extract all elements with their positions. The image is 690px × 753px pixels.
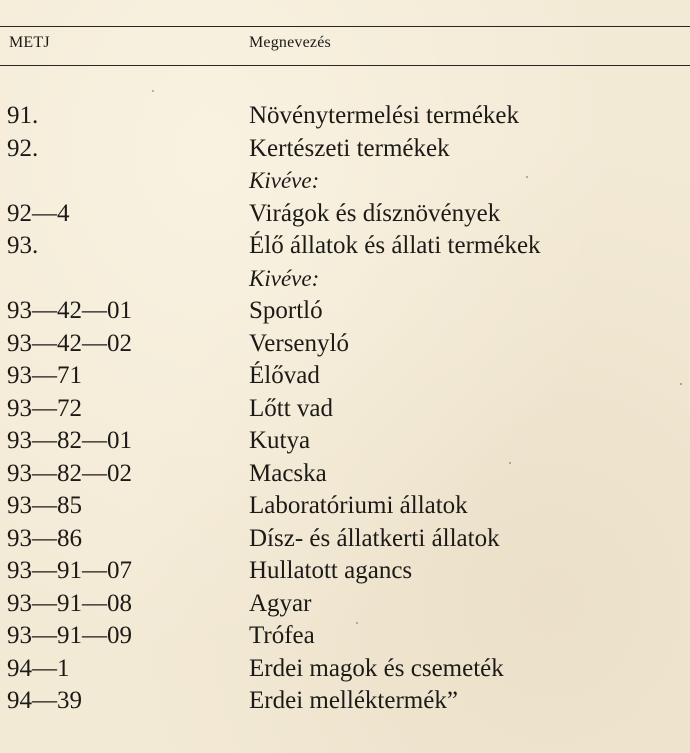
table-row <box>0 393 690 426</box>
table-row <box>0 685 690 718</box>
table-row <box>0 263 690 296</box>
paper-speck <box>152 90 154 92</box>
row-code: 93—86 <box>7 524 82 552</box>
row-name: Trófea <box>249 622 315 649</box>
table-row <box>0 458 690 491</box>
row-code: 93—42—01 <box>7 297 132 324</box>
row-name: Lőtt vad <box>249 394 334 422</box>
table-row <box>0 523 690 556</box>
row-name: Laboratóriumi állatok <box>249 492 468 519</box>
table-row <box>0 588 690 621</box>
row-code: 93—82—02 <box>7 459 132 487</box>
paper-speck <box>526 176 528 178</box>
row-code: 93—82—01 <box>7 427 132 454</box>
row-code: 94—39 <box>7 687 82 714</box>
row-code: 93—91—07 <box>7 557 132 584</box>
row-code: 93. <box>7 232 39 259</box>
header-rule <box>0 65 690 66</box>
paper-speck <box>509 462 511 464</box>
table-row <box>0 490 690 523</box>
top-rule <box>0 26 690 27</box>
row-name: Erdei melléktermék” <box>249 687 458 714</box>
row-note: Kivéve: <box>249 168 320 193</box>
row-name: Kutya <box>249 427 311 454</box>
row-name: Hullatott agancs <box>249 557 413 584</box>
table-row <box>0 133 690 166</box>
row-code: 94—1 <box>7 654 70 682</box>
paper-speck <box>680 383 682 385</box>
row-code: 93—42—02 <box>7 329 132 357</box>
table-row <box>0 328 690 361</box>
row-name: Élővad <box>249 362 320 389</box>
row-name: Virágok és dísznövények <box>249 199 501 227</box>
paper-speck <box>356 622 358 624</box>
row-code: 93—72 <box>7 394 82 422</box>
table-row <box>0 230 690 263</box>
row-note: Kivéve: <box>249 265 320 291</box>
table-row <box>0 425 690 458</box>
row-name: Macska <box>249 459 327 487</box>
row-name: Élő állatok és állati termékek <box>249 232 541 259</box>
table-row <box>0 620 690 653</box>
row-code: 93—85 <box>7 492 82 519</box>
table-row <box>0 555 690 588</box>
row-code: 93—91—08 <box>7 589 132 617</box>
row-code: 92. <box>7 134 39 162</box>
row-code: 93—71 <box>7 362 82 389</box>
table-row <box>0 653 690 686</box>
table-row <box>0 198 690 231</box>
table-body <box>0 100 690 718</box>
row-name: Agyar <box>249 589 312 617</box>
row-name: Versenyló <box>249 329 349 357</box>
row-name: Kertészeti termékek <box>249 134 450 162</box>
column-header-code: METJ <box>9 34 50 51</box>
table-row <box>0 165 690 198</box>
table-row <box>0 360 690 393</box>
row-name: Dísz- és állatkerti állatok <box>249 524 500 552</box>
row-name: Erdei magok és csemeték <box>249 654 504 682</box>
column-header-name: Megnevezés <box>249 34 331 51</box>
row-name: Növénytermelési termékek <box>249 102 520 129</box>
row-code: 91. <box>7 102 39 129</box>
table-row <box>0 295 690 328</box>
row-code: 93—91—09 <box>7 622 132 649</box>
row-name: Sportló <box>249 297 323 324</box>
row-code: 92—4 <box>7 199 70 227</box>
table-row <box>0 100 690 133</box>
